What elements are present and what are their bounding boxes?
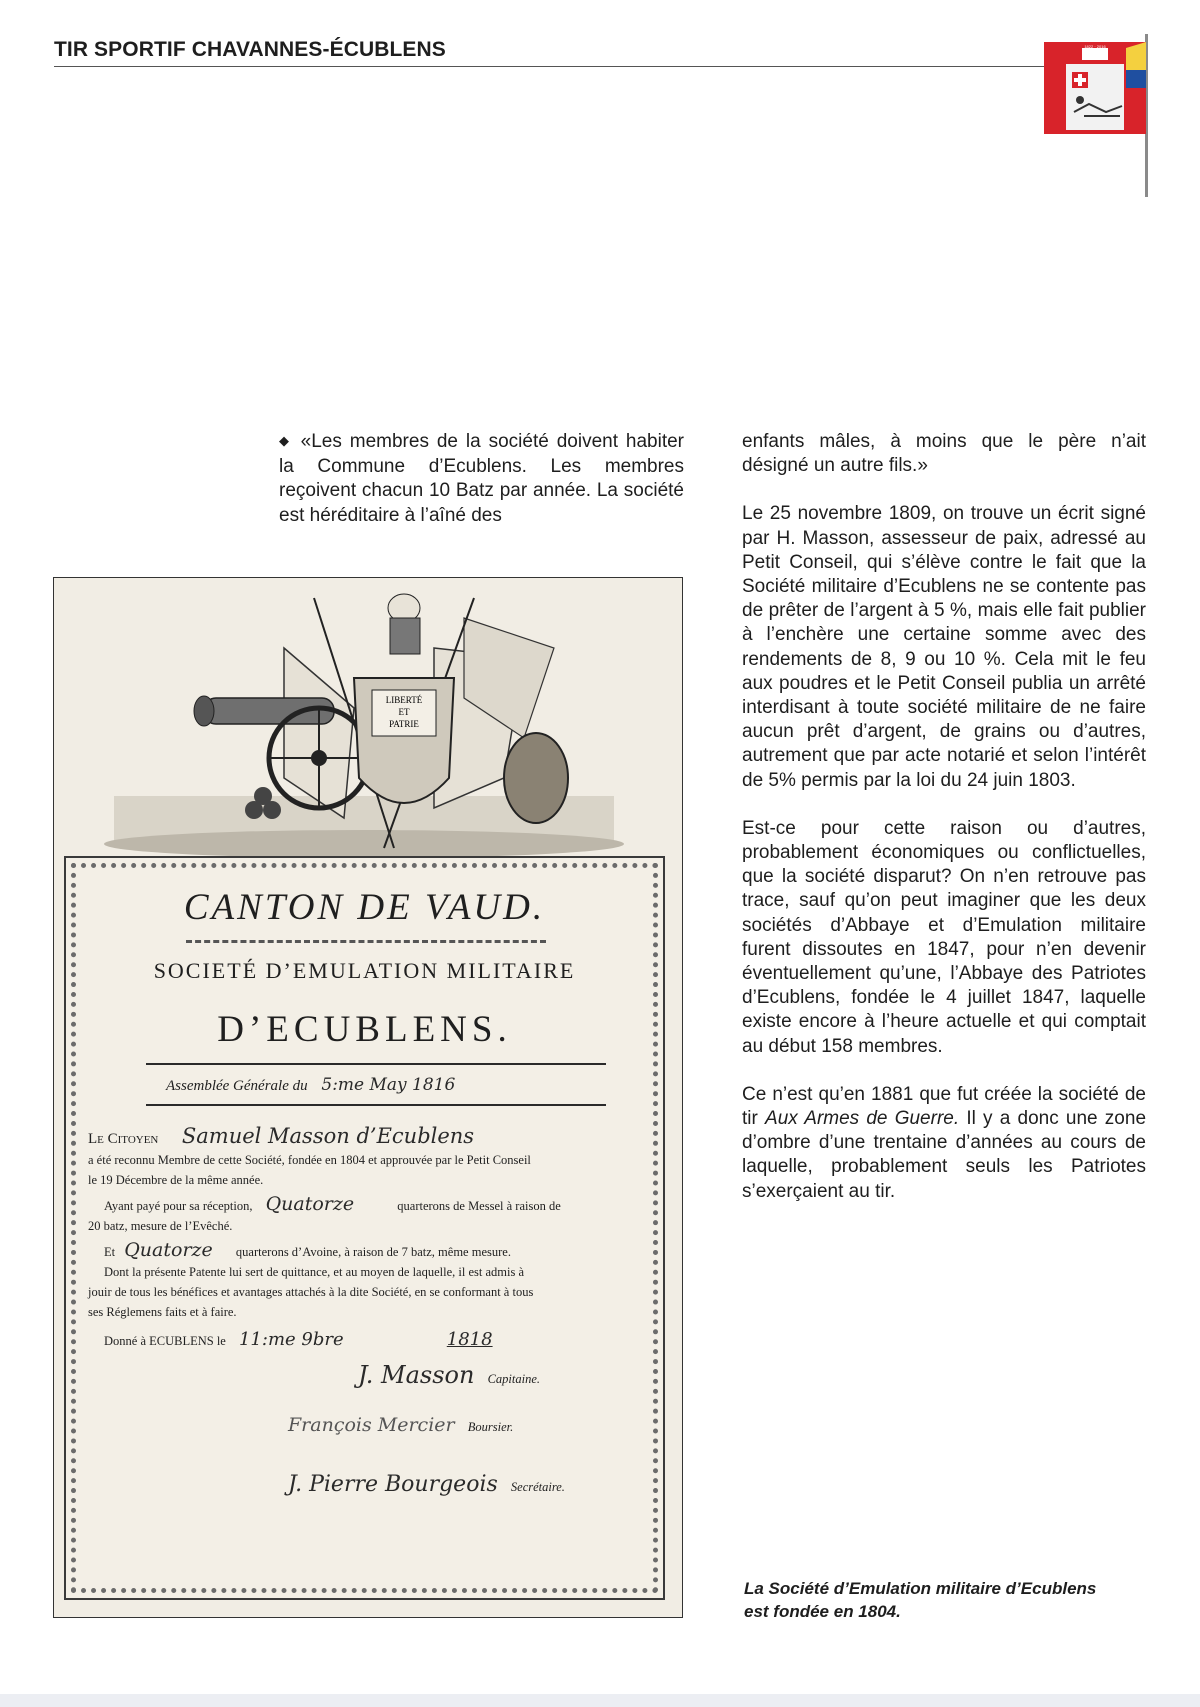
bottom-bar <box>0 1694 1200 1707</box>
left-column <box>279 430 684 552</box>
right-column <box>742 430 1146 1228</box>
right-paragraph-1: enfants mâles, à moins que le père n’ait désigné un autre fils.» <box>742 431 1146 477</box>
left-paragraph: «Les membres de la société doivent habiter la Commune d’Ecublens. Les membres reçoivent chacun 10 Batz par année. La société est héréditaire à l’aîné des <box>279 431 684 526</box>
military-trophy-engraving <box>54 578 682 868</box>
right-paragraph-3: Est-ce pour cette raison ou d’autres, probablement économiques ou conflictuelles, que la société disparut? On n’en retrouve pas trace, sauf qu’on peut imaginer que les deux sociétés d’Abbaye et d’Emulation militaire furent dissoutes en 1847, pour n’en devenir éventuellement qu’une, l’Abbaye des Patriotes d’Ecublens, fondée le 4 juillet 1847, laquelle existe encore à l’heure actuelle et qui comptait au début 158 membres. <box>742 817 1146 1057</box>
header-rule <box>54 66 1146 67</box>
right-paragraph-2: Le 25 novembre 1809, on trouve un écrit signé par H. Masson, assesseur de paix, adressé au Petit Conseil, qui s’élève contre le fait que la Société militaire d’Ecublens ne se contente pas de prêter de l’argent à 5 %, mais elle fait publier à l’enchère une certaine somme avec des rendements de 8, 9 ou 10 %. Cela mit le feu aux poudres et le Petit Conseil publia un arrêté interdisant à toute société militaire de ne faire aucun prêt d’argent, de grains ou d’autres, autrement que par acte notarié et selon l’intérêt de 5% permis par la loi du 24 juin 1803. <box>742 503 1146 791</box>
certificate-body: Le Citoyen Samuel Masson d’Ecublens a été reconnu Membre de cette Société, fondée en 1804 et approuvée par le Petit Conseil le 19 Décembre de la même année. Ayant payé pour sa réception, Quatorze quarterons de Messel à raison de 20 batz, mesure de l’Evêché. Et Quatorze quarterons d’Avoine, à raison de 7 batz, même mesure. Dont la présente Patente lui sert de quittance, et au moyen de laquelle, il est admis à jouir de tous les bénéfices et avantages attachés à la dite Société, en se conformant à tous ses Réglemens faits et à faire. Donné à ECUBLENS le 11:me 9bre 1818 J. Masson Capitaine. François Mercier Boursier. J. Pierre Bourgeois Secrétaire. <box>88 1124 565 1497</box>
certificate-frame <box>64 856 665 1600</box>
certificate-societe: SOCIETÉ D’EMULATION MILITAIRE <box>153 958 576 983</box>
rule-1 <box>146 1063 606 1065</box>
right-paragraph-4: Ce n’est qu’en 1881 que fut créée la société de tir Aux Armes de Guerre. Il y a donc une zone d’ombre d’une trentaine d’années au cours de laquelle, probablement seuls les Patriotes s’exerçaient au tir. <box>742 1083 1147 1202</box>
club-flag-logo <box>1044 42 1150 134</box>
bullet-icon: ◆ <box>279 433 292 448</box>
figure-caption: La Société d’Emulation militaire d’Ecublens est fondée en 1804. <box>744 1579 1097 1621</box>
shield-line-1: LIBERTÉ <box>385 695 423 705</box>
shield-line-2: ET <box>398 707 410 717</box>
flag-dates: 1822 · 2016 <box>1084 44 1106 49</box>
certificate-ecublens: D’ECUBLENS. <box>217 1009 512 1050</box>
certificate-canton: CANTON DE VAUD. <box>183 887 546 928</box>
rule-2 <box>146 1104 606 1106</box>
shield-line-3: PATRIE <box>389 719 419 729</box>
decorative-dashes <box>186 940 546 943</box>
header-title: TIR SPORTIF CHAVANNES-ÉCUBLENS <box>54 38 446 61</box>
historic-certificate-image <box>53 577 683 1618</box>
assemblee-line: Assemblée Générale du 5:me May 1816 <box>166 1075 456 1095</box>
